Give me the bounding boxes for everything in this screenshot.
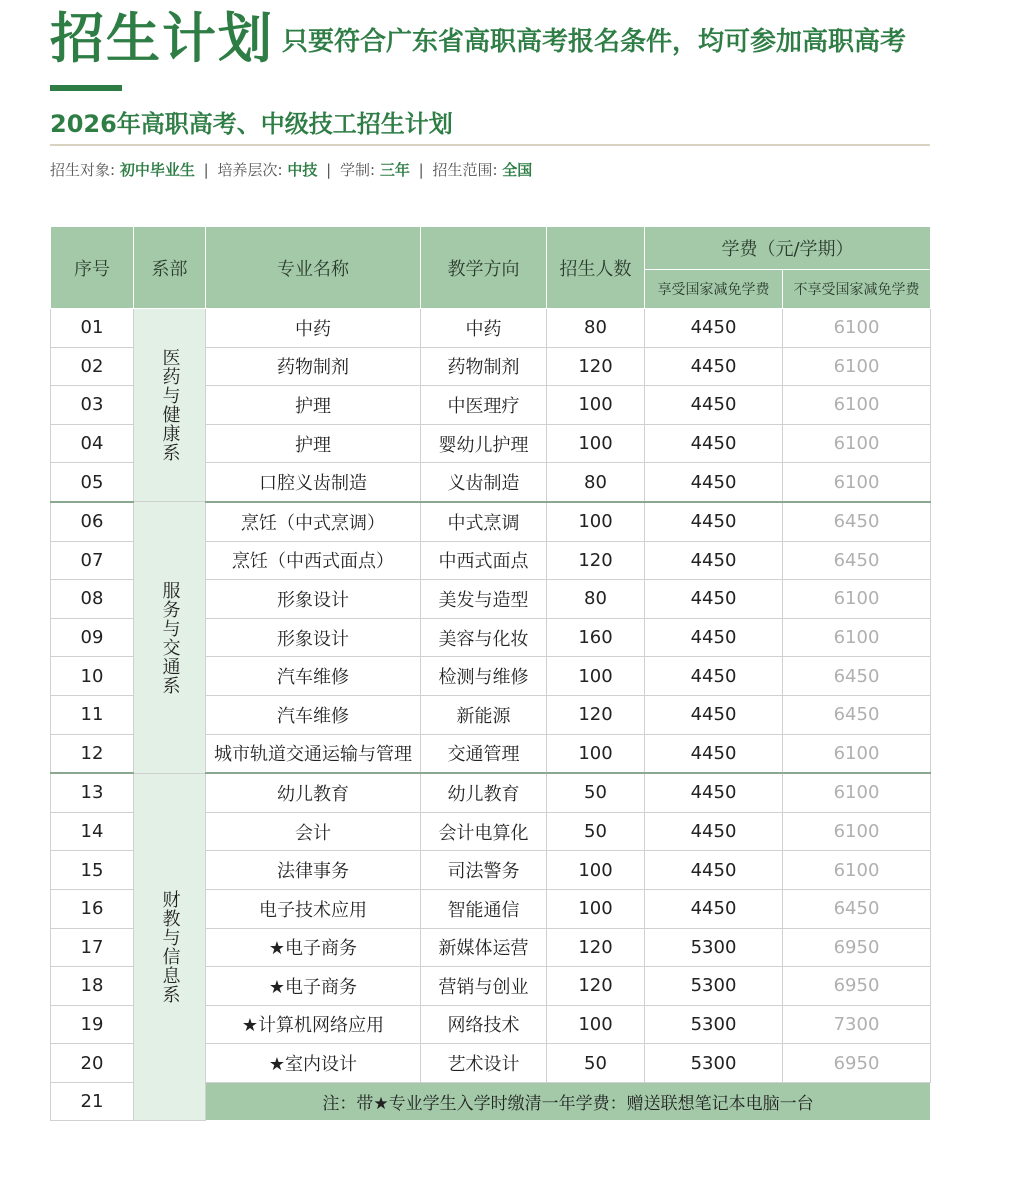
cell-direction: 新媒体运营 [421, 928, 547, 967]
cell-fee-full: 6100 [783, 851, 931, 890]
cell-major: 药物制剂 [206, 347, 421, 386]
cell-major: 护理 [206, 386, 421, 425]
cell-fee-full: 6450 [783, 541, 931, 580]
meta-label-duration: 学制: [339, 161, 376, 179]
cell-direction: 美容与化妆 [421, 618, 547, 657]
cell-direction: 智能通信 [421, 889, 547, 928]
cell-count: 100 [547, 851, 645, 890]
cell-no: 17 [51, 928, 134, 967]
cell-no: 10 [51, 657, 134, 696]
cell-fee-reduced: 4450 [645, 657, 783, 696]
cell-count: 50 [547, 773, 645, 812]
meta-label-level: 培养层次: [217, 161, 283, 179]
cell-direction: 网络技术 [421, 1005, 547, 1044]
cell-count: 100 [547, 502, 645, 541]
cell-direction: 检测与维修 [421, 657, 547, 696]
cell-direction: 药物制剂 [421, 347, 547, 386]
cell-no: 09 [51, 618, 134, 657]
cell-no: 01 [51, 309, 134, 348]
cell-fee-full: 6950 [783, 928, 931, 967]
cell-no: 21 [51, 1082, 134, 1121]
cell-fee-reduced: 4450 [645, 347, 783, 386]
cell-department: 服务与交通系 [134, 502, 206, 773]
cell-major: 幼儿教育 [206, 773, 421, 812]
cell-major: 汽车维修 [206, 695, 421, 734]
cell-count: 50 [547, 1044, 645, 1083]
cell-direction: 义齿制造 [421, 463, 547, 502]
header-direction: 教学方向 [421, 227, 547, 309]
cell-direction: 中医理疗 [421, 386, 547, 425]
cell-no: 12 [51, 734, 134, 773]
cell-major: ★计算机网络应用 [206, 1005, 421, 1044]
cell-no: 16 [51, 889, 134, 928]
cell-fee-full: 6100 [783, 618, 931, 657]
meta-label-scope: 招生范围: [432, 161, 498, 179]
cell-no: 13 [51, 773, 134, 812]
cell-fee-full: 6100 [783, 812, 931, 851]
cell-no: 03 [51, 386, 134, 425]
cell-no: 06 [51, 502, 134, 541]
table-row [51, 773, 931, 812]
cell-no: 05 [51, 463, 134, 502]
cell-fee-full: 6100 [783, 424, 931, 463]
cell-fee-reduced: 4450 [645, 463, 783, 502]
cell-no: 02 [51, 347, 134, 386]
cell-major: 会计 [206, 812, 421, 851]
cell-direction: 会计电算化 [421, 812, 547, 851]
heading-divider [50, 144, 930, 146]
cell-major: ★电子商务 [206, 928, 421, 967]
cell-fee-reduced: 4450 [645, 580, 783, 619]
cell-count: 100 [547, 1005, 645, 1044]
cell-no: 19 [51, 1005, 134, 1044]
cell-fee-full: 6450 [783, 695, 931, 734]
cell-fee-reduced: 4450 [645, 889, 783, 928]
cell-fee-reduced: 4450 [645, 386, 783, 425]
header-fee-reduced: 享受国家减免学费 [645, 270, 783, 309]
cell-fee-reduced: 4450 [645, 309, 783, 348]
cell-major: 城市轨道交通运输与管理 [206, 734, 421, 773]
cell-count: 120 [547, 347, 645, 386]
cell-no: 07 [51, 541, 134, 580]
cell-count: 120 [547, 541, 645, 580]
cell-direction: 艺术设计 [421, 1044, 547, 1083]
cell-major: 中药 [206, 309, 421, 348]
enrollment-meta: 招生对象: 初中毕业生 | 培养层次: 中技 | 学制: 三年 | 招生范围: 全国 [50, 161, 533, 179]
cell-department: 财教与信息系 [134, 773, 206, 1121]
table-row [51, 502, 931, 541]
cell-count: 120 [547, 967, 645, 1006]
cell-no: 08 [51, 580, 134, 619]
cell-direction: 司法警务 [421, 851, 547, 890]
page-title: 招生计划 [50, 7, 274, 70]
cell-count: 120 [547, 695, 645, 734]
cell-direction: 交通管理 [421, 734, 547, 773]
cell-fee-reduced: 5300 [645, 928, 783, 967]
plan-heading: 2026年高职高考、中级技工招生计划 [50, 110, 453, 138]
cell-no: 18 [51, 967, 134, 1006]
cell-fee-reduced: 4450 [645, 695, 783, 734]
cell-major: 烹饪（中式烹调） [206, 502, 421, 541]
cell-count: 80 [547, 580, 645, 619]
cell-fee-full: 6950 [783, 967, 931, 1006]
cell-major: 法律事务 [206, 851, 421, 890]
header-major: 专业名称 [206, 227, 421, 309]
header-fee-full: 不享受国家减免学费 [783, 270, 931, 309]
cell-fee-reduced: 4450 [645, 541, 783, 580]
meta-value-duration: 三年 [379, 161, 410, 179]
cell-fee-full: 6450 [783, 657, 931, 696]
cell-count: 80 [547, 463, 645, 502]
cell-major: 口腔义齿制造 [206, 463, 421, 502]
header-fee: 学费（元/学期） [645, 227, 931, 270]
cell-fee-full: 6100 [783, 734, 931, 773]
cell-fee-reduced: 4450 [645, 812, 783, 851]
cell-fee-full: 6100 [783, 463, 931, 502]
header-no: 序号 [51, 227, 134, 309]
table-row [51, 309, 931, 348]
table-note: 注：带★专业学生入学时缴清一年学费：赠送联想笔记本电脑一台 [206, 1082, 931, 1121]
cell-major: ★电子商务 [206, 967, 421, 1006]
meta-value-scope: 全国 [502, 161, 533, 179]
cell-fee-full: 6100 [783, 309, 931, 348]
cell-direction: 营销与创业 [421, 967, 547, 1006]
header-count: 招生人数 [547, 227, 645, 309]
cell-count: 100 [547, 889, 645, 928]
cell-major: 汽车维修 [206, 657, 421, 696]
cell-fee-reduced: 4450 [645, 734, 783, 773]
title-underline [50, 85, 122, 91]
cell-fee-reduced: 4450 [645, 502, 783, 541]
table-body [51, 309, 931, 1121]
cell-fee-reduced: 4450 [645, 618, 783, 657]
cell-direction: 幼儿教育 [421, 773, 547, 812]
cell-major: 电子技术应用 [206, 889, 421, 928]
cell-direction: 中西式面点 [421, 541, 547, 580]
cell-major: 护理 [206, 424, 421, 463]
cell-fee-full: 6450 [783, 502, 931, 541]
cell-fee-full: 6950 [783, 1044, 931, 1083]
cell-direction: 美发与造型 [421, 580, 547, 619]
cell-fee-reduced: 5300 [645, 967, 783, 1006]
cell-major: 烹饪（中西式面点） [206, 541, 421, 580]
meta-value-target: 初中毕业生 [119, 161, 195, 179]
cell-no: 20 [51, 1044, 134, 1083]
enrollment-plan-table [50, 226, 931, 1121]
cell-department: 医药与健康系 [134, 309, 206, 502]
cell-count: 120 [547, 928, 645, 967]
meta-label-target: 招生对象: [50, 161, 116, 179]
cell-fee-full: 6100 [783, 773, 931, 812]
cell-major: ★室内设计 [206, 1044, 421, 1083]
cell-major: 形象设计 [206, 580, 421, 619]
cell-direction: 婴幼儿护理 [421, 424, 547, 463]
cell-count: 80 [547, 309, 645, 348]
cell-direction: 中药 [421, 309, 547, 348]
cell-count: 160 [547, 618, 645, 657]
cell-fee-full: 6100 [783, 386, 931, 425]
cell-fee-full: 7300 [783, 1005, 931, 1044]
cell-count: 100 [547, 734, 645, 773]
cell-fee-reduced: 5300 [645, 1005, 783, 1044]
meta-value-level: 中技 [287, 161, 318, 179]
cell-direction: 中式烹调 [421, 502, 547, 541]
cell-fee-full: 6450 [783, 889, 931, 928]
cell-fee-reduced: 5300 [645, 1044, 783, 1083]
cell-count: 100 [547, 657, 645, 696]
cell-count: 50 [547, 812, 645, 851]
header-dept: 系部 [134, 227, 206, 309]
cell-fee-reduced: 4450 [645, 424, 783, 463]
cell-no: 11 [51, 695, 134, 734]
cell-no: 14 [51, 812, 134, 851]
cell-fee-full: 6100 [783, 347, 931, 386]
cell-fee-reduced: 4450 [645, 773, 783, 812]
cell-fee-reduced: 4450 [645, 851, 783, 890]
cell-fee-full: 6100 [783, 580, 931, 619]
cell-count: 100 [547, 386, 645, 425]
cell-no: 15 [51, 851, 134, 890]
page-subtitle: 只要符合广东省高职高考报名条件，均可参加高职高考 [282, 27, 907, 57]
cell-major: 形象设计 [206, 618, 421, 657]
cell-no: 04 [51, 424, 134, 463]
cell-direction: 新能源 [421, 695, 547, 734]
cell-count: 100 [547, 424, 645, 463]
